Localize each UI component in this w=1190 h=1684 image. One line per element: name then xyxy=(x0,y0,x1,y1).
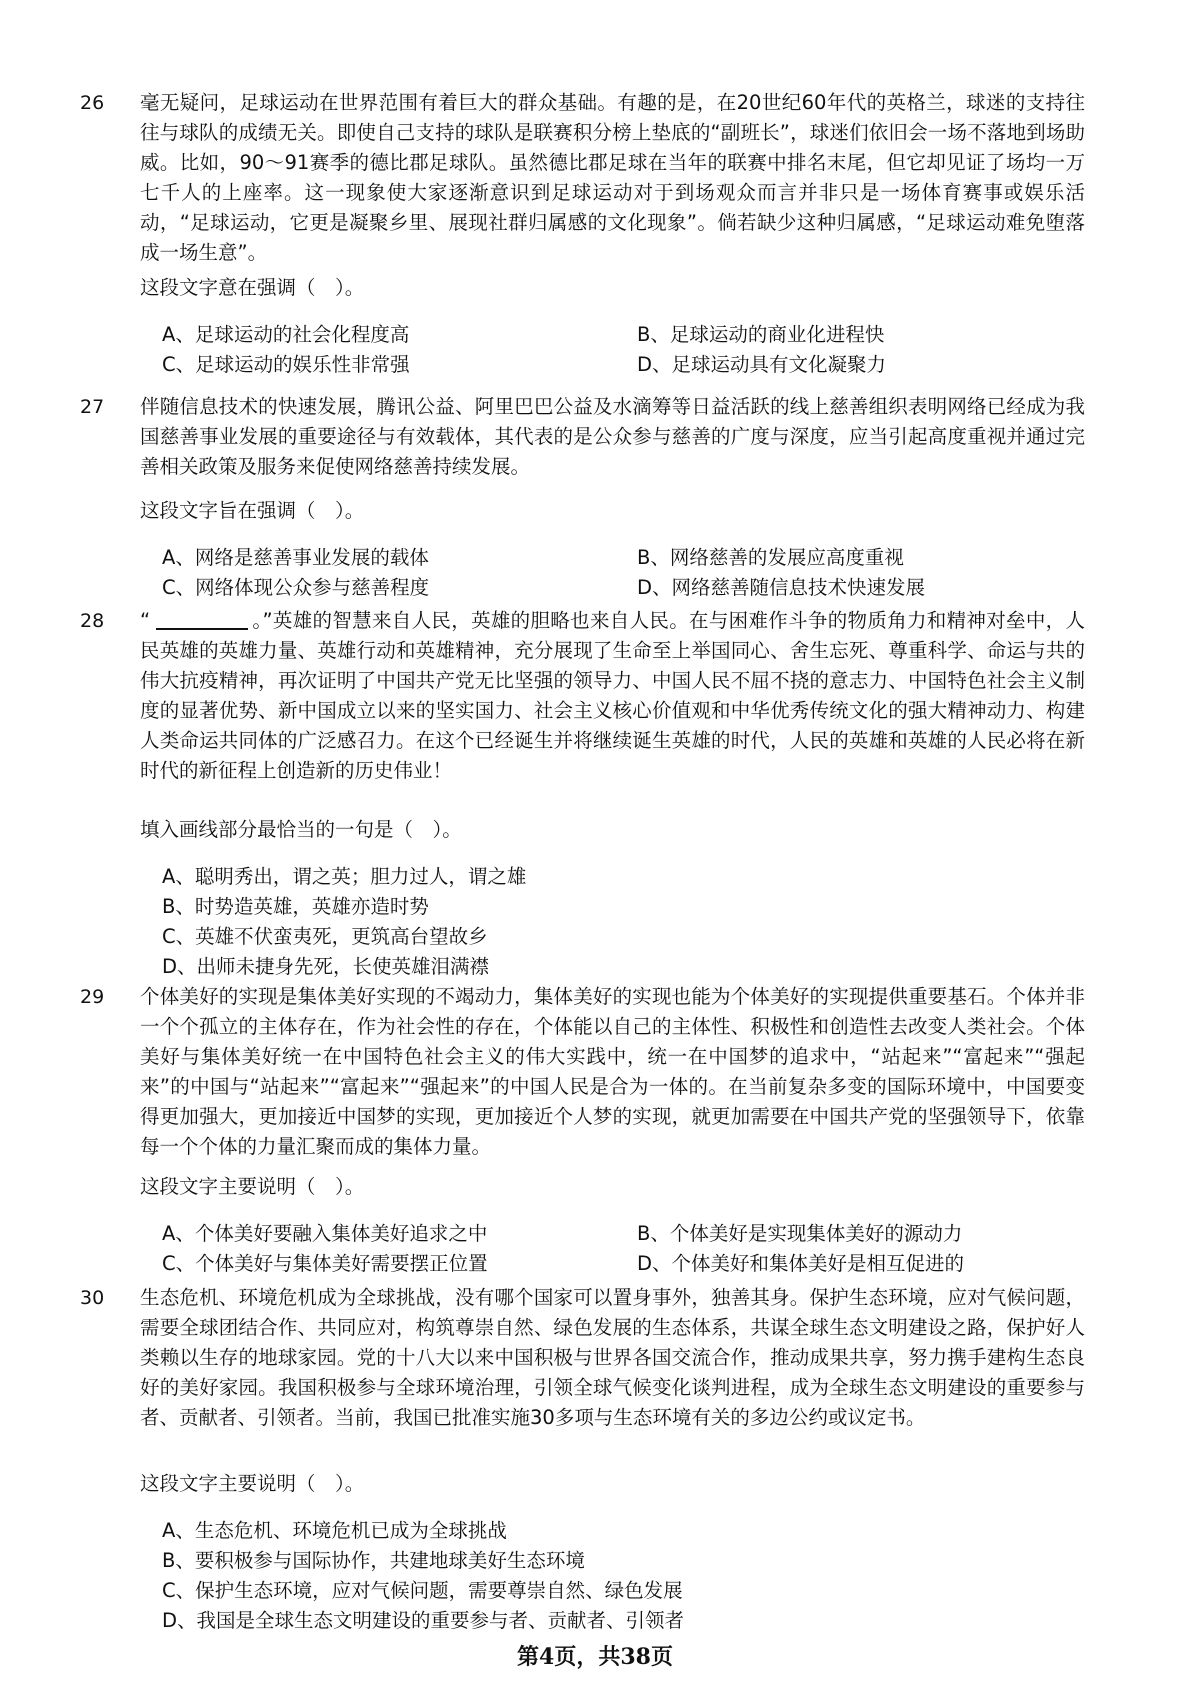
question-text-body: 。”英雄的智慧来自人民，英雄的胆略也来自人民。在与困难作斗争的物质角力和精神对垒中，人民英雄的英雄力量、英雄行动和英雄精神，充分展现了生命至上举国同心、舍生忘死、尊重科学、命运与共的伟大抗疫精神，再次证明了中国共产党无比坚强的领导力、中国人民不屈不挠的意志力、中国特色社会主义制度的显著优势、新中国成立以来的坚实国力、社会主义核心价值观和中华优秀传统文化的强大精神动力、构建人类命运共同体的广泛感召力。在这个已经诞生并将继续诞生英雄的时代，人民的英雄和英雄的人民必将在新时代的新征程上创造新的历史伟业！ xyxy=(140,609,1085,782)
option-d[interactable]: D、出师未捷身先死，长使英雄泪满襟 xyxy=(162,955,490,978)
option-d[interactable]: D、网络慈善随信息技术快速发展 xyxy=(637,576,926,599)
option-c[interactable]: C、英雄不伏蛮夷死，更筑高台望故乡 xyxy=(162,925,488,948)
open-quote: “ xyxy=(140,609,151,632)
option-c[interactable]: C、保护生态环境，应对气候问题，需要尊崇自然、绿色发展 xyxy=(162,1579,683,1602)
option-d[interactable]: D、我国是全球生态文明建设的重要参与者、贡献者、引领者 xyxy=(162,1609,685,1632)
option-d[interactable]: D、足球运动具有文化凝聚力 xyxy=(637,353,887,376)
option-c[interactable]: C、个体美好与集体美好需要摆正位置 xyxy=(162,1252,488,1275)
option-a[interactable]: A、个体美好要融入集体美好追求之中 xyxy=(162,1222,488,1245)
option-c[interactable]: C、足球运动的娱乐性非常强 xyxy=(162,353,410,376)
option-b[interactable]: B、时势造英雄，英雄亦造时势 xyxy=(162,895,429,918)
option-a[interactable]: A、足球运动的社会化程度高 xyxy=(162,323,410,346)
page-footer: 第4页，共38页 xyxy=(517,1644,673,1670)
question-text xyxy=(140,606,1085,786)
option-b[interactable]: B、网络慈善的发展应高度重视 xyxy=(637,546,904,569)
question-text: 伴随信息技术的快速发展，腾讯公益、阿里巴巴公益及水滴筹等日益活跃的线上慈善组织表明网络已经成为我国慈善事业发展的重要途径与有效载体，其代表的是公众参与慈善的广度与深度，应当引起高度重视并通过完善相关政策及服务来促使网络慈善持续发展。 xyxy=(140,395,1085,478)
option-a[interactable]: A、网络是慈善事业发展的载体 xyxy=(162,546,429,569)
question-number: 27 xyxy=(80,396,105,418)
option-a[interactable]: A、聪明秀出，谓之英；胆力过人，谓之雄 xyxy=(162,865,527,888)
question-number: 30 xyxy=(80,1287,105,1309)
question-number: 26 xyxy=(80,92,105,114)
question-prompt: 这段文字主要说明（ ）。 xyxy=(140,1175,365,1198)
question-text: 毫无疑问，足球运动在世界范围有着巨大的群众基础。有趣的是，在20世纪60年代的英格兰，球迷的支持往往与球队的成绩无关。即使自己支持的球队是联赛积分榜上垫底的“副班长”，球迷们依旧会一场不落地到场助威。比如，90～91赛季的德比郡足球队。虽然德比郡足球在当年的联赛中排名末尾，但它却见证了场均一万七千人的上座率。这一现象使大家逐渐意识到足球运动对于到场观众而言并非只是一场体育赛事或娱乐活动，“足球运动，它更是凝聚乡里、展现社群归属感的文化现象”。倘若缺少这种归属感，“足球运动难免堕落成一场生意”。 xyxy=(140,91,1085,264)
question-number: 29 xyxy=(80,986,105,1008)
question-text: 个体美好的实现是集体美好实现的不竭动力，集体美好的实现也能为个体美好的实现提供重要基石。个体并非一个个孤立的主体存在，作为社会性的存在，个体能以自己的主体性、积极性和创造性去改变人类社会。个体美好与集体美好统一在中国特色社会主义的伟大实践中，统一在中国梦的追求中，“站起来”“富起来”“强起来”的中国与“站起来”“富起来”“强起来”的中国人民是合为一体的。在当前复杂多变的国际环境中，中国要变得更加强大，更加接近中国梦的实现，更加接近个人梦的实现，就更加需要在中国共产党的坚强领导下，依靠每一个个体的力量汇聚而成的集体力量。 xyxy=(140,985,1085,1158)
option-a[interactable]: A、生态危机、环境危机已成为全球挑战 xyxy=(162,1519,507,1542)
question-prompt: 这段文字主要说明（ ）。 xyxy=(140,1472,365,1495)
option-b[interactable]: B、要积极参与国际协作，共建地球美好生态环境 xyxy=(162,1549,585,1572)
fill-in-blank[interactable] xyxy=(156,610,248,630)
question-prompt: 这段文字意在强调（ ）。 xyxy=(140,276,365,299)
question-number: 28 xyxy=(80,610,105,632)
option-b[interactable]: B、足球运动的商业化进程快 xyxy=(637,323,885,346)
option-d[interactable]: D、个体美好和集体美好是相互促进的 xyxy=(637,1252,965,1275)
question-prompt: 填入画线部分最恰当的一句是（ ）。 xyxy=(140,818,462,841)
option-b[interactable]: B、个体美好是实现集体美好的源动力 xyxy=(637,1222,963,1245)
option-c[interactable]: C、网络体现公众参与慈善程度 xyxy=(162,576,430,599)
question-prompt: 这段文字旨在强调（ ）。 xyxy=(140,499,365,522)
question-text: 生态危机、环境危机成为全球挑战，没有哪个国家可以置身事外，独善其身。保护生态环境，应对气候问题，需要全球团结合作、共同应对，构筑尊崇自然、绿色发展的生态体系，共谋全球生态文明建设之路，保护好人类赖以生存的地球家园。党的十八大以来中国积极与世界各国交流合作，推动成果共享，努力携手建构生态良好的美好家园。我国积极参与全球环境治理，引领全球气候变化谈判进程，成为全球生态文明建设的重要参与者、贡献者、引领者。当前，我国已批准实施30多项与生态环境有关的多边公约或议定书。 xyxy=(140,1286,1085,1429)
